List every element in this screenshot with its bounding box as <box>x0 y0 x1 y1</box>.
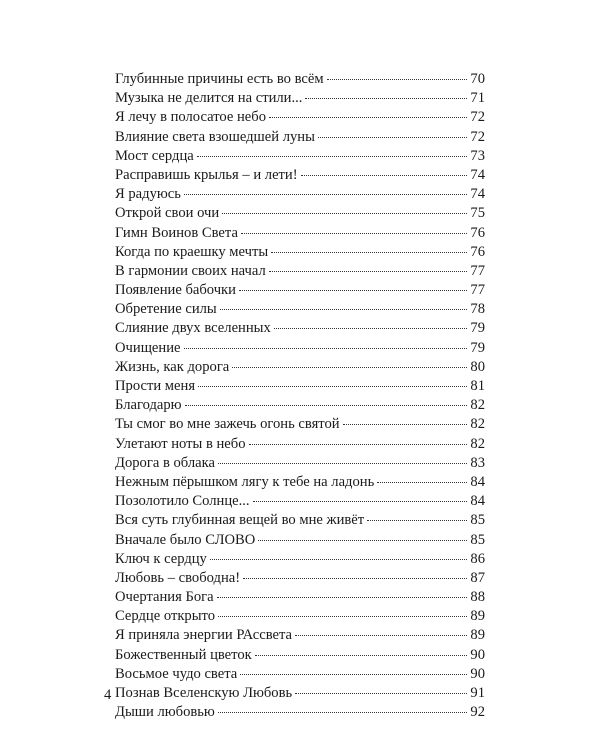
toc-entry <box>115 511 485 530</box>
toc-entry <box>115 396 485 415</box>
toc-entry <box>115 684 485 703</box>
toc-entry <box>115 166 485 185</box>
toc-entry-title: Гимн Воинов Света <box>115 224 238 241</box>
dot-leader <box>274 328 467 329</box>
toc-entry <box>115 473 485 492</box>
toc-entry <box>115 243 485 262</box>
toc-entry <box>115 415 485 434</box>
dot-leader <box>240 674 467 675</box>
toc-entry <box>115 435 485 454</box>
toc-entry-title: Влияние света взошедшей луны <box>115 128 315 145</box>
toc-entry-title: Дыши любовью <box>115 704 215 721</box>
toc-entry-title: Ключ к сердцу <box>115 550 207 567</box>
dot-leader <box>243 578 467 579</box>
toc-entry-page: 92 <box>470 704 485 721</box>
toc-entry-page: 90 <box>470 665 485 682</box>
toc-entry-page: 82 <box>470 416 485 433</box>
toc-entry <box>115 89 485 108</box>
dot-leader <box>305 98 467 99</box>
toc-entry-page: 82 <box>470 435 485 452</box>
toc-entry <box>115 550 485 569</box>
toc-entry <box>115 703 485 722</box>
toc-entry <box>115 492 485 511</box>
dot-leader <box>218 616 467 617</box>
toc-entry-page: 85 <box>470 531 485 548</box>
dot-leader <box>232 367 467 368</box>
toc-entry <box>115 70 485 89</box>
toc-entry-page: 87 <box>470 569 485 586</box>
toc-entry-title: Очертания Бога <box>115 589 214 606</box>
toc-entry <box>115 377 485 396</box>
toc-entry-title: Божественный цветок <box>115 646 252 663</box>
dot-leader <box>249 444 467 445</box>
table-of-contents <box>115 70 485 722</box>
toc-entry <box>115 531 485 550</box>
dot-leader <box>239 290 467 291</box>
dot-leader <box>197 156 467 157</box>
dot-leader <box>222 213 467 214</box>
dot-leader <box>258 540 467 541</box>
toc-entry-title: Благодарю <box>115 397 182 414</box>
dot-leader <box>271 252 467 253</box>
dot-leader <box>218 463 467 464</box>
toc-entry-page: 74 <box>470 166 485 183</box>
toc-entry-title: Познав Вселенскую Любовь <box>115 685 293 701</box>
toc-entry-page: 70 <box>470 71 485 87</box>
toc-entry-page: 75 <box>470 205 485 222</box>
dot-leader <box>217 597 467 598</box>
toc-entry-title: В гармонии своих начал <box>115 262 266 279</box>
toc-entry-title: Вначале было СЛОВО <box>115 531 256 548</box>
toc-entry-page: 76 <box>470 243 485 260</box>
toc-entry-title: Вся суть глубинная вещей во мне живёт <box>115 512 365 529</box>
dot-leader <box>220 309 467 310</box>
toc-entry-page: 77 <box>470 282 485 299</box>
toc-entry <box>115 281 485 300</box>
toc-entry-title: Глубинные причины есть во всём <box>115 71 324 87</box>
toc-entry-page: 80 <box>470 358 485 375</box>
toc-entry-title: Улетают ноты в небо <box>115 435 246 452</box>
toc-entry <box>115 319 485 338</box>
dot-leader <box>210 559 467 560</box>
toc-entry-title: Мост сердца <box>115 147 194 164</box>
dot-leader <box>185 405 467 406</box>
dot-leader <box>295 635 467 636</box>
dot-leader <box>318 137 467 138</box>
toc-entry <box>115 108 485 127</box>
dot-leader <box>367 520 467 521</box>
toc-entry-title: Нежным пёрышком лягу к тебе на ладонь <box>115 473 375 490</box>
toc-entry-title: Обретение силы <box>115 301 217 318</box>
toc-entry-page: 74 <box>470 186 485 203</box>
page-number: 4 <box>104 687 112 703</box>
dot-leader <box>184 348 467 349</box>
toc-entry-title: Позолотило Солнце... <box>115 493 250 510</box>
dot-leader <box>198 386 467 387</box>
toc-entry <box>115 588 485 607</box>
toc-entry-title: Когда по краешку мечты <box>115 243 269 260</box>
toc-entry-title: Я приняла энергии РАссвета <box>115 627 293 644</box>
toc-entry <box>115 185 485 204</box>
toc-entry-title: Прости меня <box>115 378 196 394</box>
toc-entry-title: Любовь – свободна! <box>115 569 241 586</box>
toc-entry <box>115 224 485 243</box>
toc-entry-title: Открой свои очи <box>115 205 220 222</box>
toc-entry <box>115 339 485 358</box>
toc-entry-title: Слияние двух вселенных <box>115 320 271 337</box>
dot-leader <box>269 271 467 272</box>
toc-entry-page: 86 <box>470 550 485 567</box>
toc-entry-page: 79 <box>470 320 485 337</box>
dot-leader <box>269 117 467 118</box>
dot-leader <box>327 79 467 80</box>
dot-leader <box>241 233 467 234</box>
toc-entry-page: 72 <box>470 109 485 126</box>
toc-entry-title: Сердце открыто <box>115 608 216 625</box>
dot-leader <box>255 655 467 656</box>
toc-entry <box>115 607 485 626</box>
dot-leader <box>184 194 467 195</box>
toc-entry-page: 79 <box>470 339 485 356</box>
dot-leader <box>295 693 467 694</box>
toc-entry <box>115 128 485 147</box>
toc-entry-title: Появление бабочки <box>115 282 236 299</box>
toc-entry <box>115 204 485 223</box>
toc-entry <box>115 665 485 684</box>
toc-entry <box>115 646 485 665</box>
toc-entry <box>115 626 485 645</box>
toc-entry-page: 77 <box>470 262 485 279</box>
toc-entry-page: 88 <box>470 589 485 606</box>
toc-entry-page: 89 <box>470 627 485 644</box>
dot-leader <box>301 175 467 176</box>
toc-entry-title: Я радуюсь <box>115 186 181 203</box>
toc-entry-title: Я лечу в полосатое небо <box>115 109 267 126</box>
toc-entry-page: 76 <box>470 224 485 241</box>
toc-entry-page: 84 <box>470 493 485 510</box>
toc-entry-page: 83 <box>470 454 485 471</box>
toc-entry-page: 84 <box>470 473 485 490</box>
toc-entry-page: 81 <box>470 378 485 394</box>
toc-entry <box>115 147 485 166</box>
dot-leader <box>343 424 467 425</box>
toc-entry <box>115 300 485 319</box>
toc-entry-title: Расправишь крылья – и лети! <box>115 166 298 183</box>
dot-leader <box>218 712 467 713</box>
toc-entry-title: Ты смог во мне зажечь огонь святой <box>115 416 340 433</box>
dot-leader <box>377 482 467 483</box>
toc-entry-title: Очищение <box>115 339 181 356</box>
toc-entry-page: 78 <box>470 301 485 318</box>
dot-leader <box>253 501 467 502</box>
toc-entry-page: 90 <box>470 646 485 663</box>
toc-entry-page: 89 <box>470 608 485 625</box>
toc-entry-page: 72 <box>470 128 485 145</box>
toc-entry-page: 85 <box>470 512 485 529</box>
toc-entry-title: Музыка не делится на стили... <box>115 90 303 107</box>
toc-entry <box>115 454 485 473</box>
toc-entry-title: Жизнь, как дорога <box>115 358 230 375</box>
toc-entry <box>115 262 485 281</box>
toc-entry <box>115 569 485 588</box>
toc-entry-title: Восьмое чудо света <box>115 665 238 682</box>
toc-entry <box>115 358 485 377</box>
toc-entry-page: 73 <box>470 147 485 164</box>
toc-entry-page: 82 <box>470 397 485 414</box>
toc-entry-page: 91 <box>470 685 485 701</box>
toc-entry-title: Дорога в облака <box>115 454 215 471</box>
toc-entry-page: 71 <box>470 90 485 107</box>
